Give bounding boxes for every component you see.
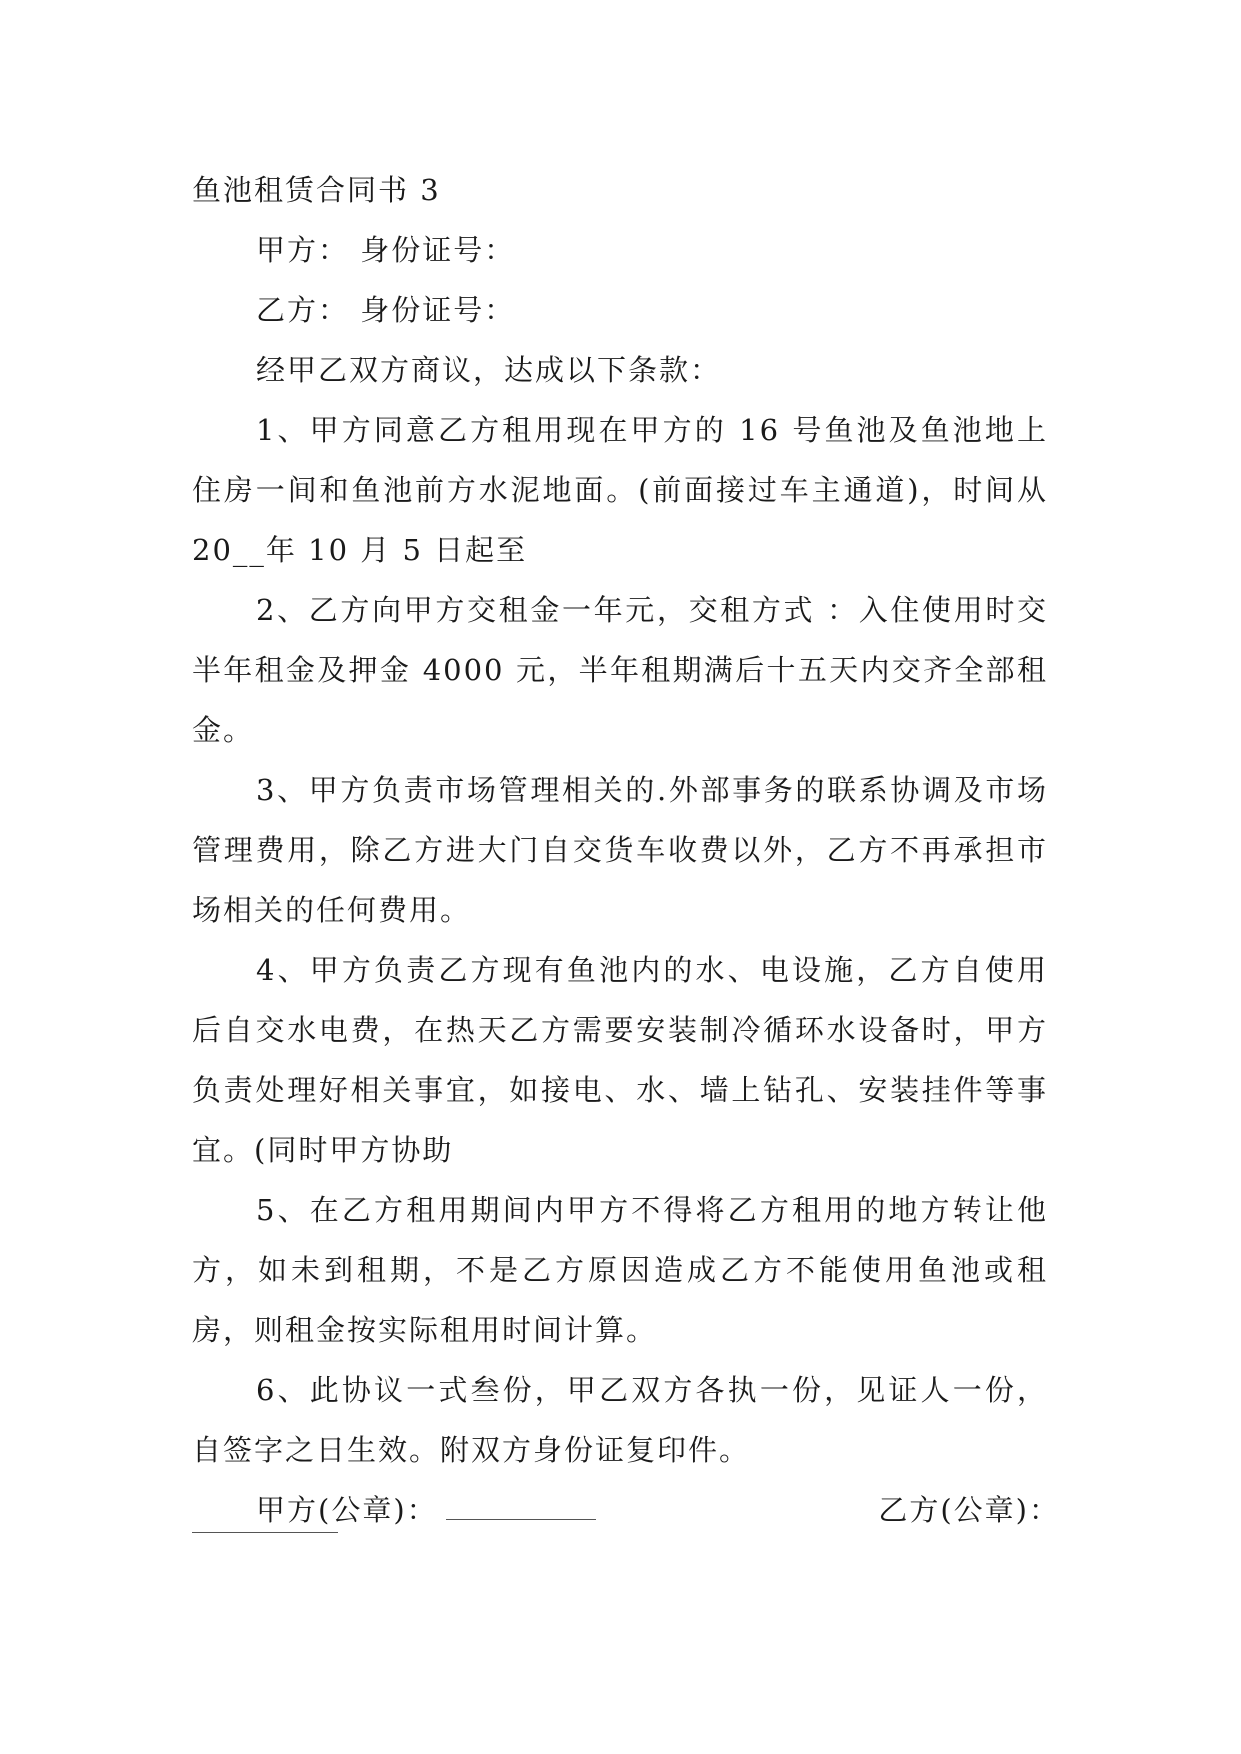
clause-3: 3、甲方负责市场管理相关的.外部事务的联系协调及市场管理费用，除乙方进大门自交货车收费以外，乙方不再承担市场相关的任何费用。 <box>192 773 1048 927</box>
party-b-seal-label: 乙方(公章)： <box>878 1493 1060 1527</box>
party-a-id-line: 甲方： 身份证号： <box>256 233 516 267</box>
intro-paragraph: 经甲乙双方商议，达成以下条款： <box>256 353 722 387</box>
document-title: 鱼池租赁合同书 3 <box>192 173 441 207</box>
clause-4: 4、甲方负责乙方现有鱼池内的水、电设施，乙方自使用后自交水电费，在热天乙方需要安装制冷循环水设备时，甲方负责处理好相关事宜，如接电、水、墙上钻孔、安装挂件等事宜。(同时甲方协助 <box>192 953 1048 1167</box>
clause-1: 1、甲方同意乙方租用现在甲方的 16 号鱼池及鱼池地上住房一间和鱼池前方水泥地面。(前面接过车主通道)，时间从 20__年 10 月 5 日起至 <box>192 413 1048 567</box>
clause-2: 2、乙方向甲方交租金一年元，交租方式 ：入住使用时交半年租金及押金 4000 元，半年租期满后十五天内交齐全部租金。 <box>192 593 1048 747</box>
party-b-id-line: 乙方： 身份证号： <box>256 293 516 327</box>
party-a-seal-label: 甲方(公章)： <box>256 1493 438 1527</box>
clause-5: 5、在乙方租用期间内甲方不得将乙方租用的地方转让他方，如未到租期，不是乙方原因造成乙方不能使用鱼池或租房，则租金按实际租用时间计算。 <box>192 1193 1048 1347</box>
signature-row <box>192 1480 1060 1540</box>
party-a-signature <box>256 1480 596 1540</box>
party-a-signature-blank <box>446 1489 596 1520</box>
clause-6: 6、此协议一式叁份，甲乙双方各执一份，见证人一份，自签字之日生效。附双方身份证复印件。 <box>192 1373 1048 1467</box>
document-body <box>192 160 1060 1540</box>
party-b-signature-blank <box>192 1532 338 1533</box>
